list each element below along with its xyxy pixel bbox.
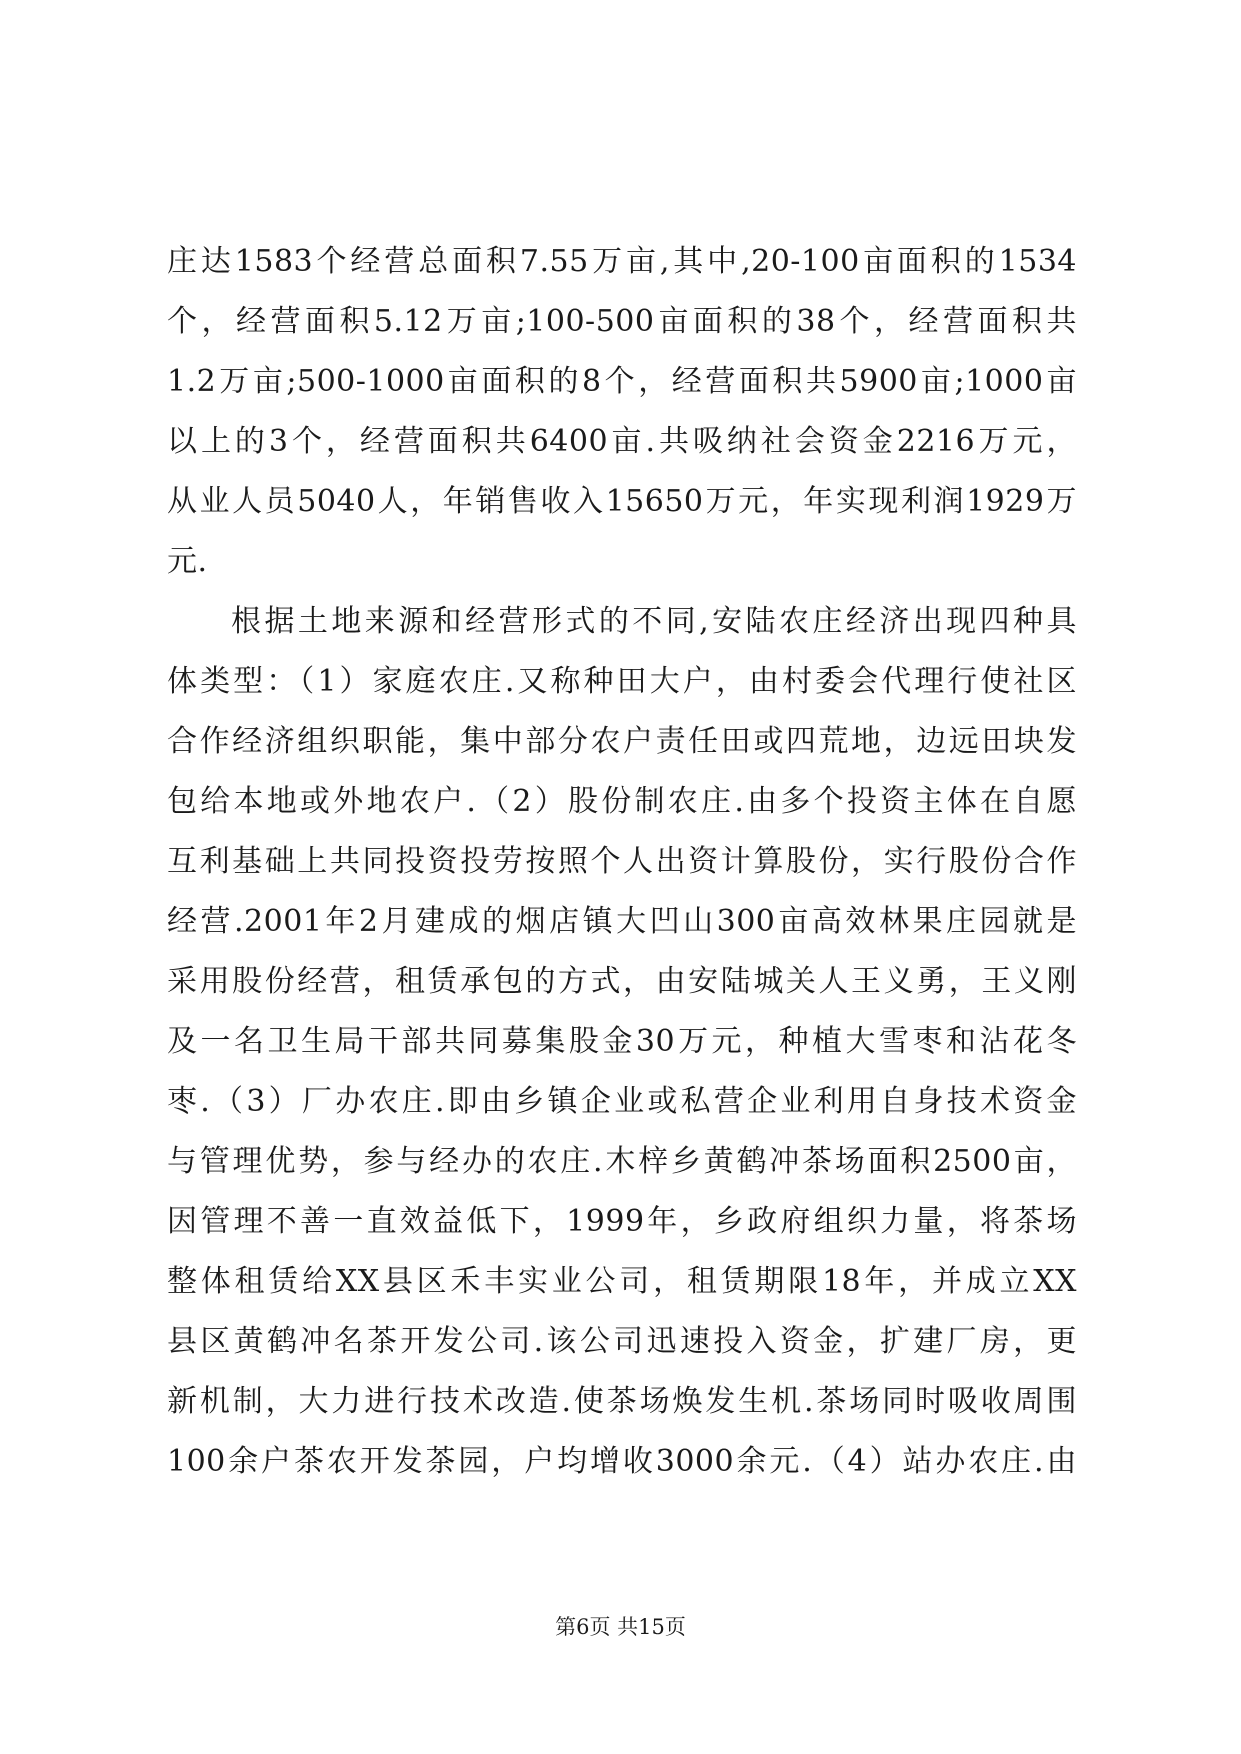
text-line: 互利基础上共同投资投劳按照个人出资计算股份，实行股份合作	[167, 844, 1077, 879]
text-line: 包给本地或外地农户.（2）股份制农庄.由多个投资主体在自愿	[167, 784, 1077, 819]
text-line: 根据土地来源和经营形式的不同,安陆农庄经济出现四种具	[231, 604, 1077, 639]
page-number: 第6页 共15页	[555, 1615, 686, 1639]
text-line: 体类型：（1）家庭农庄.又称种田大户，由村委会代理行使社区	[167, 664, 1077, 699]
text-line: 采用股份经营，租赁承包的方式，由安陆城关人王义勇，王义刚	[167, 964, 1077, 999]
text-line: 经营.2001年2月建成的烟店镇大凹山300亩高效林果庄园就是	[167, 904, 1077, 939]
text-line: 个，经营面积5.12万亩;100-500亩面积的38个，经营面积共	[167, 304, 1077, 339]
text-line: 县区黄鹤冲名茶开发公司.该公司迅速投入资金，扩建厂房，更	[167, 1324, 1077, 1359]
text-line: 及一名卫生局干部共同募集股金30万元，种植大雪枣和沾花冬	[167, 1024, 1077, 1059]
text-line: 与管理优势，参与经办的农庄.木梓乡黄鹤冲茶场面积2500亩，	[167, 1144, 1077, 1179]
text-line: 100余户茶农开发茶园，户均增收3000余元.（4）站办农庄.由	[167, 1444, 1077, 1479]
text-line: 因管理不善一直效益低下，1999年，乡政府组织力量，将茶场	[167, 1204, 1077, 1239]
page-footer	[0, 1612, 1241, 1642]
text-line: 庄达1583个经营总面积7.55万亩,其中,20-100亩面积的1534	[167, 244, 1077, 279]
text-line: 以上的3个，经营面积共6400亩.共吸纳社会资金2216万元，	[167, 424, 1077, 459]
text-line: 从业人员5040人，年销售收入15650万元，年实现利润1929万	[167, 484, 1077, 519]
text-line: 1.2万亩;500-1000亩面积的8个，经营面积共5900亩;1000亩	[167, 364, 1077, 399]
text-line: 新机制，大力进行技术改造.使茶场焕发生机.茶场同时吸收周围	[167, 1384, 1077, 1419]
body-text	[167, 232, 1077, 1492]
text-line: 整体租赁给XX县区禾丰实业公司，租赁期限18年，并成立XX	[167, 1264, 1077, 1299]
text-line: 枣.（3）厂办农庄.即由乡镇企业或私营企业利用自身技术资金	[167, 1084, 1077, 1119]
text-line: 元.	[167, 544, 208, 579]
text-line: 合作经济组织职能，集中部分农户责任田或四荒地，边远田块发	[167, 724, 1077, 759]
